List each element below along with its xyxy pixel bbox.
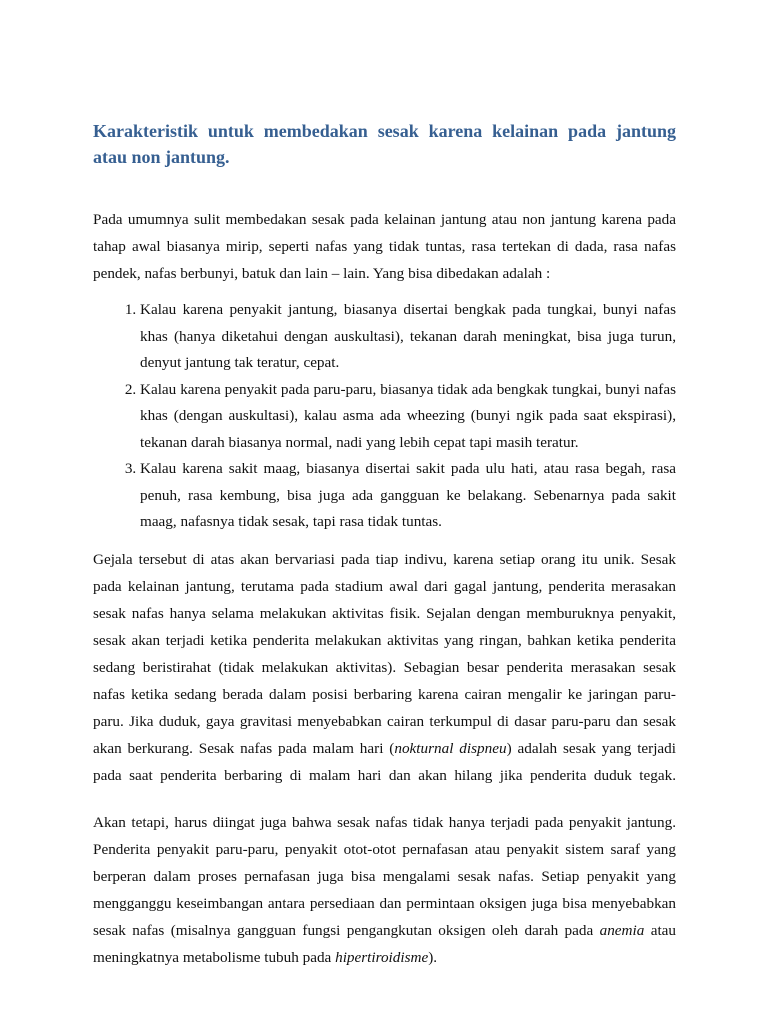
document-title: Karakteristik untuk membedakan sesak karena kelainan pada jantung atau non jantung. (93, 121, 676, 167)
italic-term: nokturnal dispneu (394, 739, 507, 757)
symptom-paragraph (93, 546, 676, 789)
list-item: 3. Kalau karena sakit maag, biasanya disertai sakit pada ulu hati, atau rasa begah, rasa penuh, rasa kembung, bisa juga ada gangguan ke belakang. Sebenarnya pada sakit maag, nafasnya tidak sesak, tapi rasa tidak tuntas. (140, 456, 676, 536)
paragraph-text: atau meningkatnya metabolisme tubuh pada (93, 921, 677, 966)
paragraph-text: ) adalah sesak yang terjadi pada saat penderita berbaring di malam hari dan akan hilang jika penderita duduk tegak. (93, 739, 676, 784)
paragraph-text: Akan tetapi, harus diingat juga bahwa sesak nafas tidak hanya terjadi pada penyakit jantung. Penderita penyakit paru-paru, penyakit otot-otot pernafasan atau penyakit sistem saraf yang berperan dalam proses pernafasan juga bisa mengalami sesak nafas. Setiap penyakit yang mengganggu keseimbangan antara persediaan dan permintaan oksigen juga bisa menyebabkan sesak nafas (misalnya gangguan fungsi pengangkutan oksigen oleh darah pada (93, 813, 676, 939)
list-item: 1. Kalau karena penyakit jantung, biasanya disertai bengkak pada tungkai, bunyi nafas khas (hanya diketahui dengan auskultasi), tekanan darah meningkat, bisa juga turun, denyut jantung tak teratur, cepat. (140, 297, 676, 377)
italic-term: hipertiroidisme (335, 948, 429, 966)
other-causes-paragraph (93, 809, 676, 971)
document-page (93, 118, 676, 971)
list-item: 2. Kalau karena penyakit pada paru-paru, biasanya tidak ada bengkak tungkai, bunyi nafas khas (dengan auskultasi), kalau asma ada wheezing (bunyi ngik pada saat ekspirasi), tekanan darah biasanya normal, nadi yang lebih cepat tapi masih teratur. (140, 377, 676, 457)
difference-list (93, 297, 676, 536)
italic-term: anemia (599, 921, 645, 939)
paragraph-text: ). (428, 948, 438, 966)
intro-paragraph: Pada umumnya sulit membedakan sesak pada kelainan jantung atau non jantung karena pada tahap awal biasanya mirip, seperti nafas yang tidak tuntas, rasa tertekan di dada, rasa nafas pendek, nafas berbunyi, batuk dan lain – lain. Yang bisa dibedakan adalah : (93, 211, 676, 282)
paragraph-text: Gejala tersebut di atas akan bervariasi pada tiap indivu, karena setiap orang itu unik. Sesak pada kelainan jantung, terutama pada stadium awal dari gagal jantung, penderita merasakan sesak nafas hanya selama melakukan aktivitas fisik. Sejalan dengan memburuknya penyakit, sesak akan terjadi ketika penderita melakukan aktivitas yang ringan, bahkan ketika penderita sedang beristirahat (tidak melakukan aktivitas). Sebagian besar penderita merasakan sesak nafas ketika sedang berada dalam posisi berbaring karena cairan mengalir ke jaringan paru-paru. Jika duduk, gaya gravitasi menyebabkan cairan terkumpul di dasar paru-paru dan sesak akan berkurang. Sesak nafas pada malam hari ( (93, 550, 676, 757)
